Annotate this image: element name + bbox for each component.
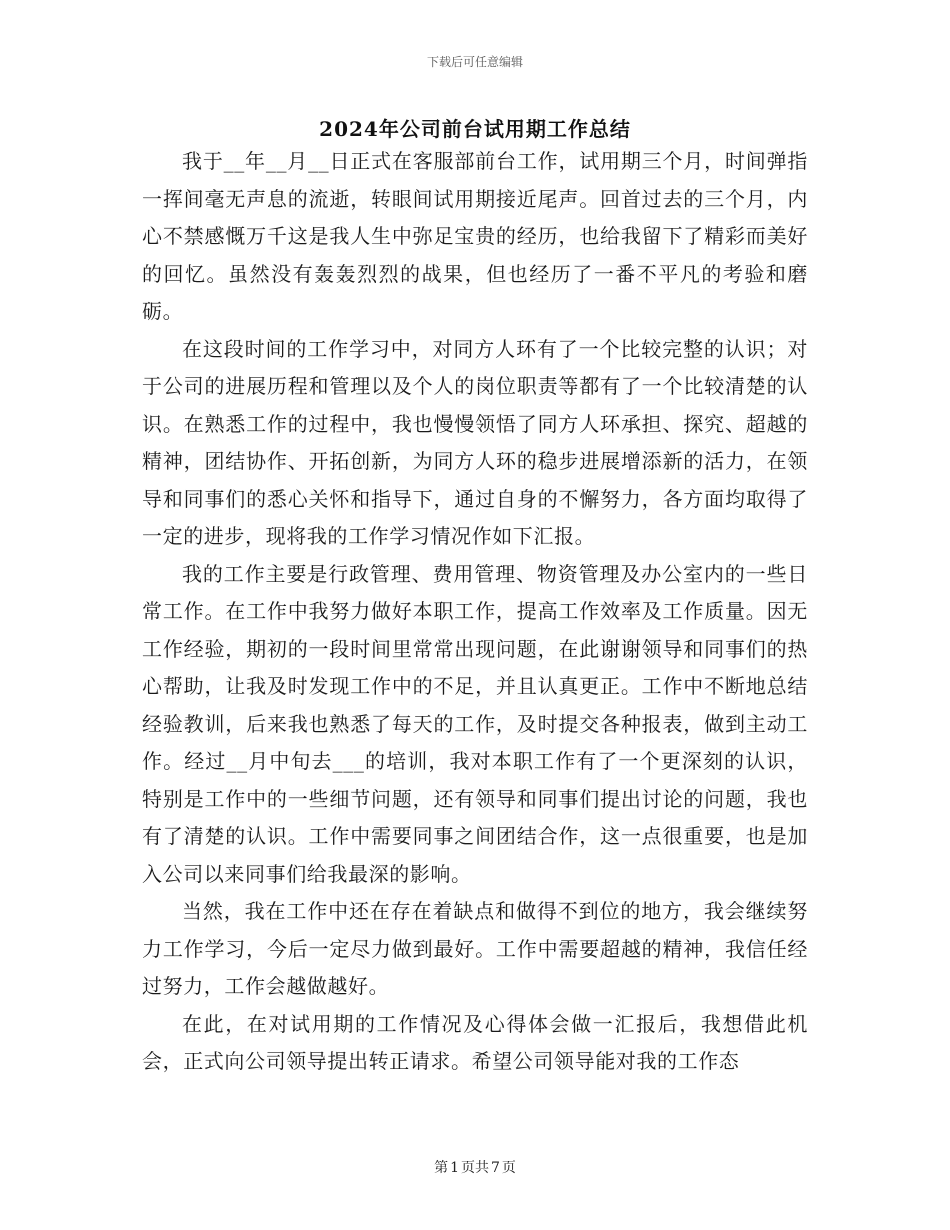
paragraph: 在此，在对试用期的工作情况及心得体会做一汇报后，我想借此机会，正式向公司领导提出转正请求。希望公司领导能对我的工作态 <box>142 1011 808 1073</box>
footer-middle: 页共 <box>461 1160 489 1176</box>
footer-suffix: 页 <box>501 1160 516 1176</box>
current-page-number: 1 <box>450 1160 459 1176</box>
paragraph: 在这段时间的工作学习中，对同方人环有了一个比较完整的认识；对于公司的进展历程和管理以及个人的岗位职责等都有了一个比较清楚的认识。在熟悉工作的过程中，我也慢慢领悟了同方人环承担、探究、超越的精神，团结协作、开拓创新，为同方人环的稳步进展增添新的活力，在领导和同事们的悉心关怀和指导下，通过自身的不懈努力，各方面均取得了一定的进步，现将我的工作学习情况作如下汇报。 <box>142 336 808 548</box>
paragraph: 我的工作主要是行政管理、费用管理、物资管理及办公室内的一些日常工作。在工作中我努力做好本职工作，提高工作效率及工作质量。因无工作经验，期初的一段时间里常常出现问题，在此谢谢领导和同事们的热心帮助，让我及时发现工作中的不足，并且认真更正。工作中不断地总结经验教训，后来我也熟悉了每天的工作，及时提交各种报表，做到主动工作。经过__月中旬去___的培训，我对本职工作有了一个更深刻的认识，特别是工作中的一些细节问题，还有领导和同事们提出讨论的问题，我也有了清楚的认识。工作中需要同事之间团结合作，这一点很重要，也是加入公司以来同事们给我最深的影响。 <box>142 561 808 886</box>
document-title: 2024年公司前台试用期工作总结 <box>319 117 631 141</box>
footer-prefix: 第 <box>434 1160 449 1176</box>
page-footer <box>0 1157 950 1177</box>
paragraph: 我于__年__月__日正式在客服部前台工作，试用期三个月，时间弹指一挥间毫无声息的流逝，转眼间试用期接近尾声。回首过去的三个月，内心不禁感慨万千这是我人生中弥足宝贵的经历，也给我留下了精彩而美好的回忆。虽然没有轰轰烈烈的战果，但也经历了一番不平凡的考验和磨砺。 <box>142 149 808 323</box>
document-body <box>142 143 808 1081</box>
total-pages-number: 7 <box>491 1160 500 1176</box>
paragraph: 当然，我在工作中还在存在着缺点和做得不到位的地方，我会继续努力工作学习，今后一定尽力做到最好。工作中需要超越的精神，我信任经过努力，工作会越做越好。 <box>142 899 808 998</box>
header-note: 下载后可任意编辑 <box>426 55 523 69</box>
